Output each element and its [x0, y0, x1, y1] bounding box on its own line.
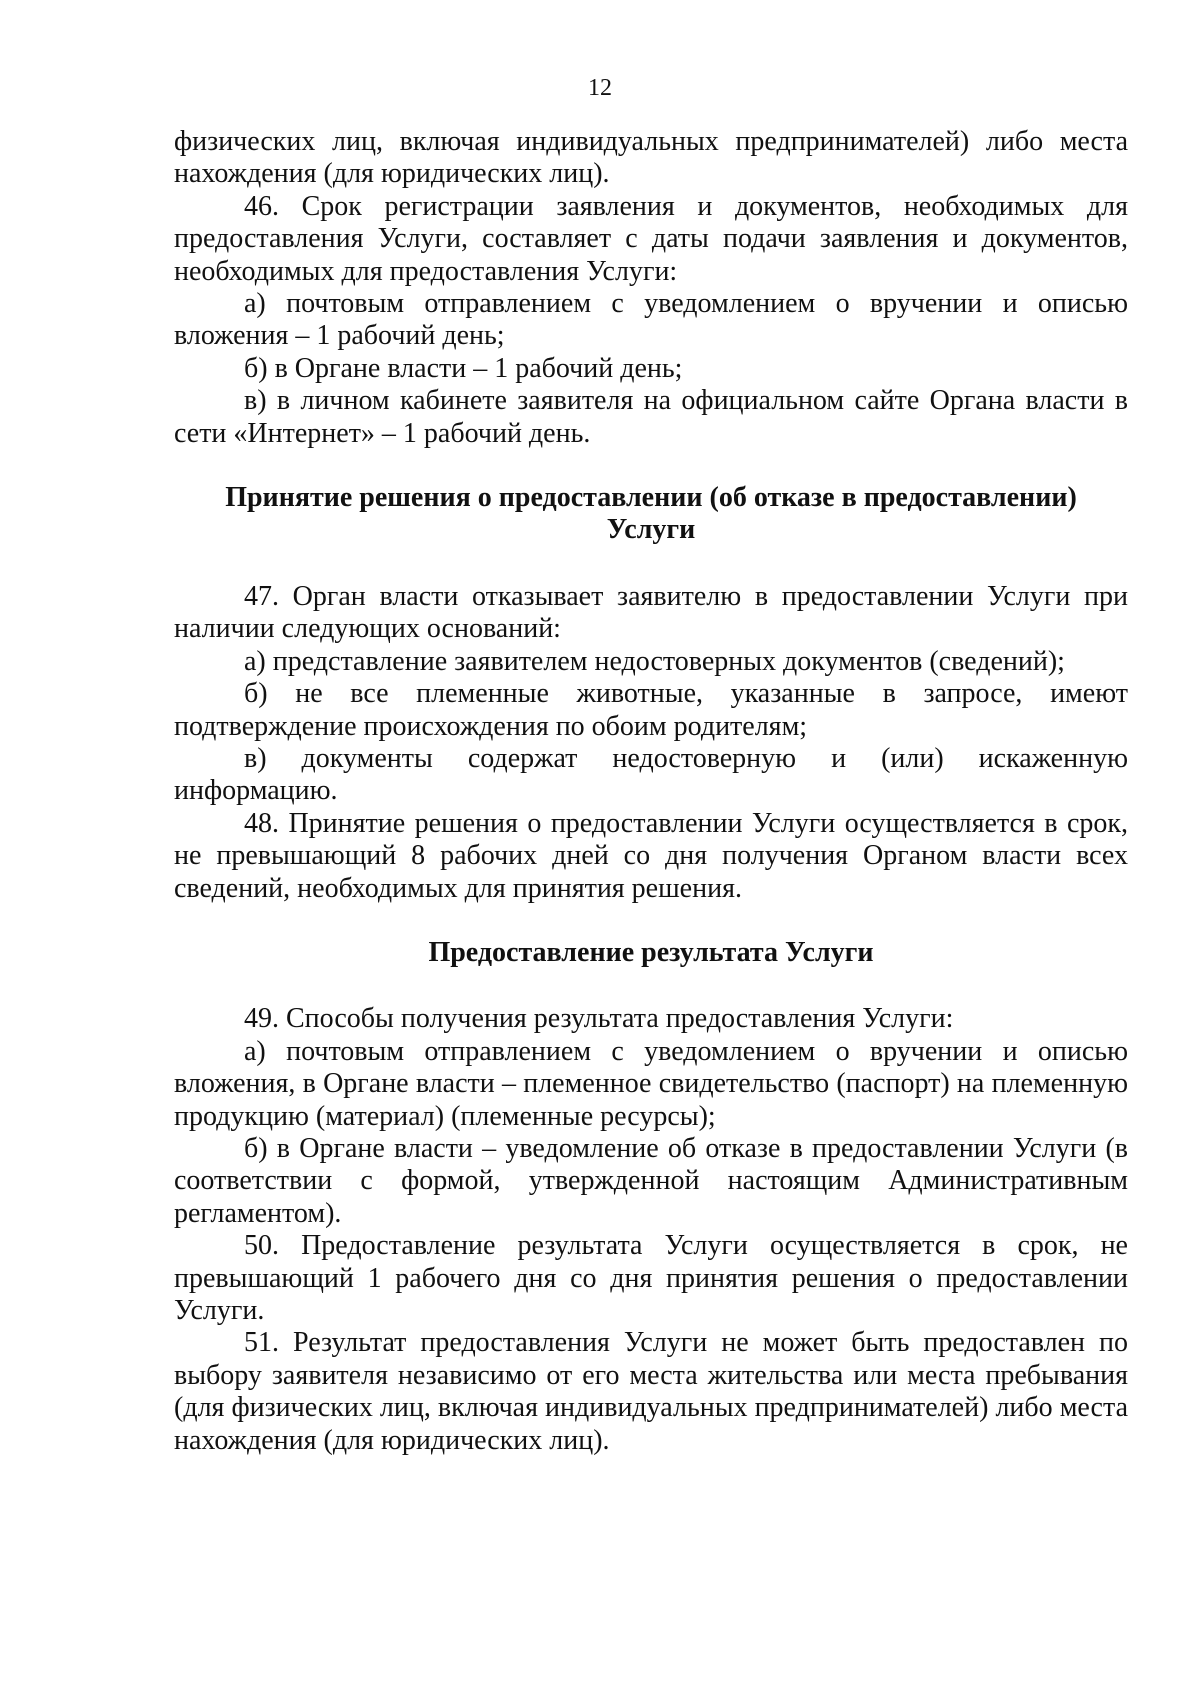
paragraph-46-a: а) почтовым отправлением с уведомлением о вручении и описью вложения – 1 рабочий день;	[174, 288, 1128, 352]
paragraph-46-v: в) в личном кабинете заявителя на официальном сайте Органа власти в сети «Интернет» – 1 рабочий день.	[174, 385, 1128, 449]
paragraph-46-b: б) в Органе власти – 1 рабочий день;	[244, 352, 683, 384]
paragraph-47-v: в) документы содержат недостоверную и (или) искаженную информацию.	[174, 742, 1128, 807]
paragraph-51: 51. Результат предоставления Услуги не может быть предоставлен по выбору заявителя независимо от его места жительства или места пребывания (для физических лиц, включая индивидуальных предпринимателей) либо места нахождения (для юридических лиц).	[174, 1327, 1128, 1456]
paragraph-49: 49. Способы получения результата предоставления Услуги:	[244, 1003, 954, 1035]
paragraph-47-b: б) не все племенные животные, указанные в запросе, имеют подтверждение происхождения по обоим родителям;	[174, 678, 1128, 742]
paragraph-continuation: физических лиц, включая индивидуальных предпринимателей) либо места нахождения (для юридических лиц).	[174, 126, 1128, 190]
section-heading-decision-line1: Принятие решения о предоставлении (об отказе в предоставлении)	[225, 482, 1077, 514]
paragraph-47-a: а) представление заявителем недостоверных документов (сведений);	[244, 645, 1065, 677]
paragraph-47: 47. Орган власти отказывает заявителю в предоставлении Услуги при наличии следующих оснований:	[174, 580, 1128, 645]
paragraph-49-b: б) в Органе власти – уведомление об отказе в предоставлении Услуги (в соответствии с формой, утвержденной настоящим Административным регламентом).	[174, 1132, 1128, 1229]
document-body	[174, 126, 1128, 1457]
section-heading-decision-line2: Услуги	[606, 514, 696, 546]
page-number: 12	[588, 75, 612, 101]
paragraph-49-a: а) почтовым отправлением с уведомлением о вручении и описью вложения, в Органе власти – племенное свидетельство (паспорт) на племенную продукцию (материал) (племенные ресурсы);	[174, 1035, 1128, 1132]
section-heading-result: Предоставление результата Услуги	[428, 936, 874, 968]
paragraph-48: 48. Принятие решения о предоставлении Услуги осуществляется в срок, не превышающий 8 рабочих дней со дня получения Органом власти всех сведений, необходимых для принятия решения.	[174, 807, 1128, 904]
paragraph-50: 50. Предоставление результата Услуги осуществляется в срок, не превышающий 1 рабочего дня со дня принятия решения о предоставлении Услуги.	[174, 1230, 1128, 1326]
paragraph-46: 46. Срок регистрации заявления и документов, необходимых для предоставления Услуги, составляет с даты подачи заявления и документов, необходимых для предоставления Услуги:	[174, 190, 1128, 287]
section-heading-decision	[174, 482, 1128, 547]
